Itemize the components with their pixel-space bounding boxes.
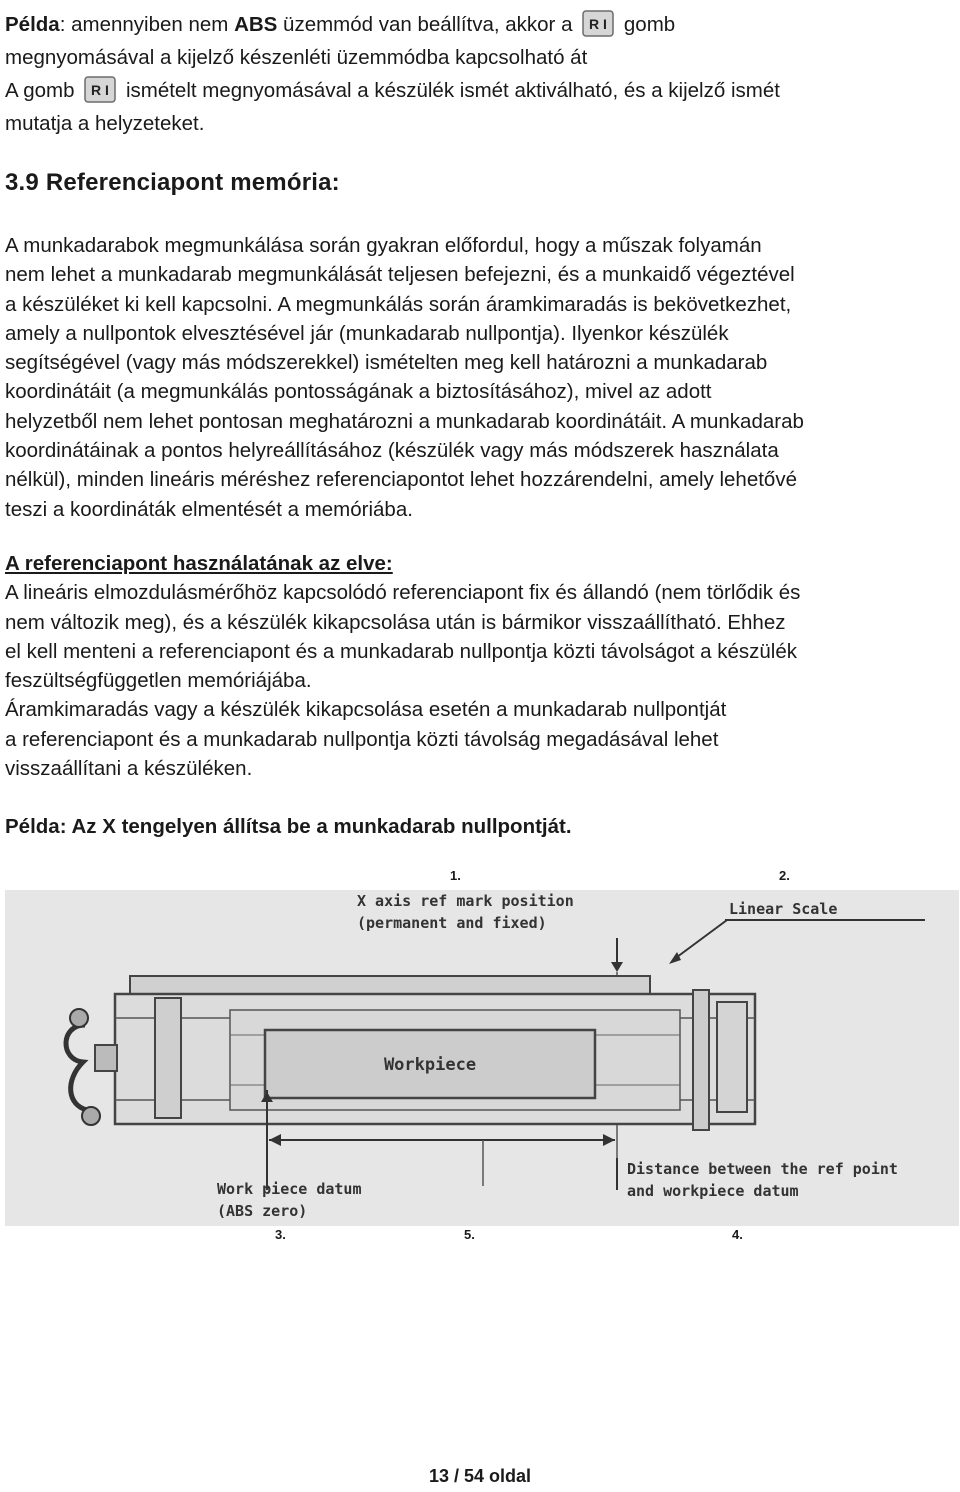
intro-text: gomb (623, 13, 676, 36)
paragraph-line: koordinátáit (a megmunkálás pontosságának a biztosításához), mivel az adott (5, 380, 712, 404)
intro-paragraph (5, 8, 955, 140)
paragraph-line: segítségével (vagy más módszerekkel) ismételten meg kell határozni a munkadarab (5, 351, 768, 375)
paragraph-line: visszaállítani a készüléken. (5, 757, 253, 781)
page-number: 13 / 54 oldal (428, 1466, 532, 1486)
intro-line-1 (5, 8, 955, 41)
intro-text: A gomb (5, 79, 75, 102)
left-end-block (155, 998, 181, 1118)
intro-line-4: mutatja a helyzeteket. (5, 112, 205, 135)
figure-number-5: 5. (464, 1227, 475, 1242)
principle-paragraph (5, 578, 955, 783)
paragraph-line: koordinátáinak a pontos helyreállításához (készülék vagy más módszerek használata (5, 439, 779, 463)
paragraph-line: feszültségfüggetlen memóriájába. (5, 669, 312, 693)
paragraph-line: nem változik meg), és a készülék kikapcsolása után is bármikor visszaállítható. Ehhez (5, 610, 786, 634)
svg-text:R I: R I (91, 82, 110, 98)
principle-block (5, 549, 955, 783)
datum-label-line2: (ABS zero) (217, 1202, 308, 1220)
diagram-svg (5, 890, 959, 1226)
paragraph-line: teszi a koordináták elmentését a memóriába. (5, 497, 413, 521)
abs-term: ABS (234, 13, 278, 36)
paragraph-line: el kell menteni a referenciapont és a munkadarab nullpontja közti távolságot a készülék (5, 639, 797, 663)
workpiece-label: Workpiece (383, 1055, 477, 1075)
paragraph-line: helyzetből nem lehet pontosan meghatározni a munkadarab koordinátáit. A munkadarab (5, 409, 804, 433)
figure-number-1: 1. (450, 868, 461, 883)
paragraph-line: A lineáris elmozdulásmérőhöz kapcsolódó referenciapont fix és állandó (nem törlődik és (5, 581, 801, 605)
paragraph-line: A munkadarabok megmunkálása során gyakran előfordul, hogy a műszak folyamán (5, 234, 762, 257)
ri-button-icon (84, 76, 116, 103)
linear-scale-label: Linear Scale (729, 900, 838, 918)
crank-hub (95, 1045, 117, 1071)
paragraph-line: nélkül), minden lineáris méréshez referenciapontot lehet hozzárendelni, amely lehetővé (5, 468, 797, 492)
intro-text: ismételt megnyomásával a készülék ismét aktiválható, és a kijelző ismét (125, 79, 780, 102)
reference-memory-paragraph (5, 231, 955, 524)
datum-label-line1: Work piece datum (217, 1180, 362, 1198)
reference-point-diagram (5, 890, 959, 1226)
paragraph-line: amely a nullpontok elvesztésével jár (munkadarab nullpontja). Ilyenkor készülék (5, 321, 729, 345)
figure-number-2: 2. (779, 868, 790, 883)
paragraph-line: a referenciapont és a munkadarab nullpontja közti távolság megadásával lehet (5, 727, 719, 751)
paragraph-line: Áramkimaradás vagy a készülék kikapcsolása esetén a munkadarab nullpontját (5, 698, 727, 722)
distance-label-line2: and workpiece datum (627, 1182, 799, 1200)
right-end-block (693, 990, 709, 1130)
xref-label-line2: (permanent and fixed) (357, 914, 547, 932)
example-label: Példa (5, 13, 60, 36)
figure-number-4: 4. (732, 1227, 743, 1242)
paragraph-line: a készüléket ki kell kapcsolni. A megmunkálás során áramkimaradás is bekövetkezhet, (5, 292, 792, 316)
linear-scale-bar (130, 976, 650, 994)
xref-label-line1: X axis ref mark position (357, 892, 574, 910)
intro-text: üzemmód van beállítva, akkor a (277, 13, 573, 36)
distance-label-line1: Distance between the ref point (627, 1160, 898, 1178)
principle-heading: A referenciapont használatának az elve: (5, 552, 393, 575)
intro-line-2: megnyomásával a kijelző készenléti üzemmódba kapcsolható át (5, 46, 588, 69)
paragraph-line: nem lehet a munkadarab megmunkálását teljesen befejezni, és a munkaidő végeztével (5, 263, 795, 287)
section-heading: 3.9 Referenciapont memória: (5, 169, 340, 196)
example-heading: Példa: Az X tengelyen állítsa be a munkadarab nullpontját. (5, 815, 572, 838)
intro-line-3 (5, 74, 955, 107)
crank-knob-bottom (82, 1107, 100, 1125)
svg-text:R I: R I (589, 16, 608, 32)
intro-text: : amennyiben nem (59, 13, 235, 36)
crank-knob-top (70, 1009, 88, 1027)
figure-number-3: 3. (275, 1227, 286, 1242)
ri-button-icon (582, 10, 614, 37)
